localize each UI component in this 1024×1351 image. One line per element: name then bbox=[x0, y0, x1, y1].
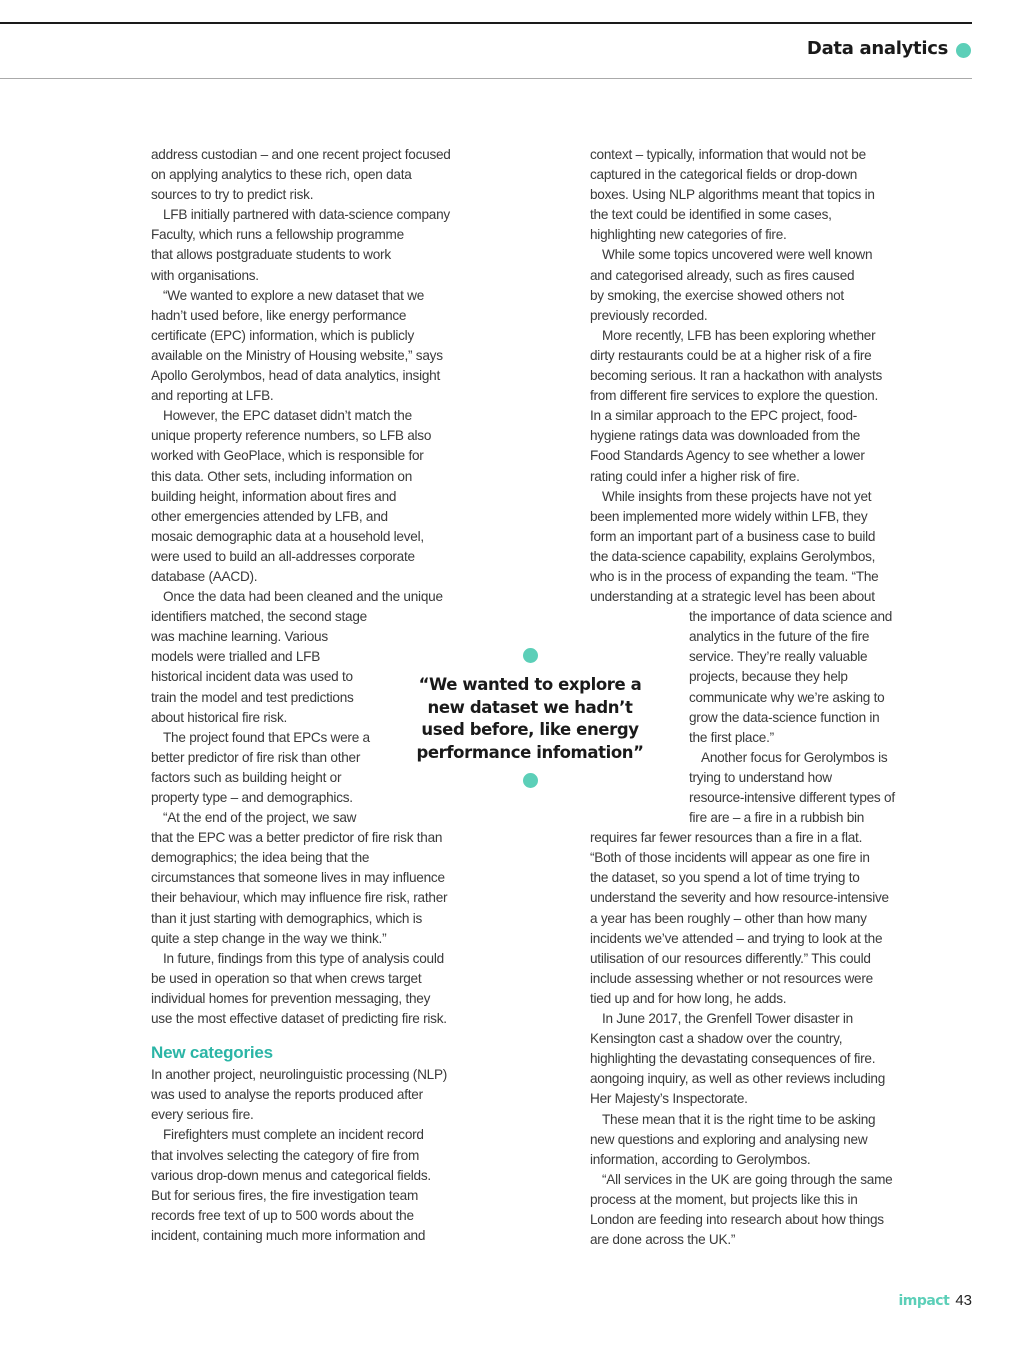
pull-quote-dot-icon bbox=[523, 648, 538, 663]
text-line: understand the severity and how resource-intensive bbox=[590, 890, 889, 906]
text-line: The project found that EPCs were a bbox=[163, 729, 370, 745]
text-line: building height, information about fires and bbox=[151, 488, 397, 504]
text-line: These mean that it is the right time to be asking bbox=[602, 1111, 876, 1127]
text-line: available on the Ministry of Housing website,” says bbox=[151, 347, 443, 363]
text-line: becoming serious. It ran a hackathon with analysts bbox=[590, 368, 883, 384]
text-line: incidents we’ve attended – and trying to look at the bbox=[590, 930, 883, 946]
text-line: records free text of up to 500 words about the bbox=[151, 1207, 414, 1223]
text-line: the data-science capability, explains Gerolymbos, bbox=[590, 548, 876, 564]
header-rule-bottom bbox=[0, 78, 972, 79]
text-line: use the most effective dataset of predicting fire risk. bbox=[151, 1011, 447, 1027]
text-line: this data. Other sets, including information on bbox=[151, 468, 413, 484]
text-line: the text could be identified in some cases, bbox=[590, 207, 832, 223]
section-label: Data analytics bbox=[806, 38, 948, 59]
text-line: requires far fewer resources than a fire in a flat. bbox=[590, 830, 863, 846]
text-line: identifiers matched, the second stage bbox=[151, 609, 367, 625]
text-line: Kensington cast a shadow over the country, bbox=[590, 1031, 843, 1047]
text-line: tied up and for how long, he adds. bbox=[590, 990, 787, 1006]
text-line: “We wanted to explore a new dataset that we bbox=[163, 287, 425, 303]
text-line: certificate (EPC) information, which is publicly bbox=[151, 327, 414, 343]
text-line: been implemented more widely within LFB, they bbox=[590, 508, 868, 524]
text-line: than it just starting with demographics, which is bbox=[151, 910, 423, 926]
text-line: LFB initially partnered with data-science company bbox=[163, 207, 450, 223]
text-line: previously recorded. bbox=[590, 307, 708, 323]
pull-quote-line: used before, like energy bbox=[421, 720, 639, 739]
text-line: that allows postgraduate students to work bbox=[151, 247, 391, 263]
text-line: Faculty, which runs a fellowship programme bbox=[151, 227, 404, 243]
pull-quote-line: “We wanted to explore a bbox=[418, 675, 642, 694]
text-line: sources to try to predict risk. bbox=[151, 187, 314, 203]
text-line: the importance of data science and bbox=[689, 609, 893, 625]
text-line: other emergencies attended by LFB, and bbox=[151, 508, 388, 524]
text-line: “Both of those incidents will appear as one fire in bbox=[590, 850, 870, 866]
pull-quote-line: performance infomation” bbox=[416, 742, 644, 762]
text-line: circumstances that someone lives in may influence bbox=[151, 870, 445, 886]
text-line: that involves selecting the category of fire from bbox=[151, 1147, 420, 1163]
text-line: individual homes for prevention messaging, they bbox=[151, 990, 431, 1006]
text-line: are done across the UK.” bbox=[590, 1232, 736, 1248]
text-line: worked with GeoPlace, which is responsible for bbox=[151, 448, 424, 464]
text-line: were used to build an all-addresses corporate bbox=[151, 548, 415, 564]
text-line: unique property reference numbers, so LFB also bbox=[151, 428, 432, 444]
text-line: was used to analyse the reports produced after bbox=[151, 1087, 423, 1103]
text-line: Her Majesty’s Inspectorate. bbox=[590, 1091, 748, 1107]
text-line: While insights from these projects have not yet bbox=[602, 488, 872, 504]
text-line: While some topics uncovered were well known bbox=[602, 247, 873, 263]
text-line: trying to understand how bbox=[689, 769, 832, 785]
text-line: “At the end of the project, we saw bbox=[163, 810, 357, 826]
text-line: More recently, LFB has been exploring whether bbox=[602, 327, 876, 343]
text-line: grow the data-science function in bbox=[689, 709, 880, 725]
text-line: who is in the process of expanding the team. “The bbox=[590, 568, 879, 584]
text-line: about historical fire risk. bbox=[151, 709, 288, 725]
text-line: and reporting at LFB. bbox=[151, 388, 274, 404]
text-line: dirty restaurants could be at a higher risk of a fire bbox=[590, 347, 872, 363]
text-line: on applying analytics to these rich, open data bbox=[151, 167, 412, 183]
text-line: London are feeding into research about how things bbox=[590, 1211, 884, 1227]
text-line: But for serious fires, the fire investigation team bbox=[151, 1187, 419, 1203]
text-line: the first place.” bbox=[689, 729, 774, 745]
text-line: database (AACD). bbox=[151, 568, 258, 584]
pull-quote-line: new dataset we hadn’t bbox=[427, 697, 633, 717]
left-body-text bbox=[151, 145, 481, 1029]
text-line: a year has been roughly – other than how many bbox=[590, 910, 867, 926]
text-line: highlighting new categories of fire. bbox=[590, 227, 787, 243]
subheading-new-categories: New categories bbox=[151, 1043, 273, 1063]
text-line: However, the EPC dataset didn’t match the bbox=[163, 408, 412, 424]
pull-quote-dot-icon bbox=[523, 773, 538, 788]
pull-quote-text bbox=[405, 674, 655, 764]
section-dot-icon bbox=[956, 43, 971, 58]
text-line: Firefighters must complete an incident record bbox=[163, 1127, 424, 1143]
text-line: the dataset, so you spend a lot of time trying to bbox=[590, 870, 860, 886]
text-line: models were trialled and LFB bbox=[151, 649, 321, 665]
text-line: include assessing whether or not resources were bbox=[590, 970, 873, 986]
text-line: In June 2017, the Grenfell Tower disaster in bbox=[602, 1011, 853, 1027]
text-line: be used in operation so that when crews target bbox=[151, 970, 422, 986]
text-line: service. They’re really valuable bbox=[689, 649, 868, 665]
text-line: “All services in the UK are going through the same bbox=[602, 1171, 893, 1187]
text-line: quite a step change in the way we think.” bbox=[151, 930, 387, 946]
text-line: aongoing inquiry, as well as other reviews including bbox=[590, 1071, 886, 1087]
page-number: 43 bbox=[955, 1292, 972, 1309]
text-line: process at the moment, but projects like this in bbox=[590, 1191, 858, 1207]
text-line: hadn’t used before, like energy performance bbox=[151, 307, 407, 323]
text-line: context – typically, information that would not be bbox=[590, 147, 866, 162]
text-line: Another focus for Gerolymbos is bbox=[701, 749, 888, 765]
text-line: rating could infer a higher risk of fire. bbox=[590, 468, 800, 484]
text-line: and categorised already, such as fires caused bbox=[590, 267, 855, 283]
text-line: factors such as building height or bbox=[151, 769, 342, 785]
text-line: highlighting the devastating consequences of fire. bbox=[590, 1051, 876, 1067]
text-line: hygiene ratings data was downloaded from the bbox=[590, 428, 861, 444]
text-line: In another project, neurolinguistic processing (NLP) bbox=[151, 1067, 448, 1083]
text-line: was machine learning. Various bbox=[151, 629, 328, 645]
text-line: resource-intensive different types of bbox=[689, 790, 895, 805]
text-line: boxes. Using NLP algorithms meant that topics in bbox=[590, 187, 875, 203]
text-line: incident, containing much more information and bbox=[151, 1227, 426, 1243]
text-line: better predictor of fire risk than other bbox=[151, 749, 361, 765]
text-line: information, according to Gerolymbos. bbox=[590, 1151, 811, 1167]
text-line: that the EPC was a better predictor of fire risk than bbox=[151, 830, 443, 846]
magazine-brand-logo: impact bbox=[898, 1293, 950, 1309]
header-rule-top bbox=[0, 22, 972, 24]
pull-quote bbox=[405, 648, 655, 788]
text-line: new questions and exploring and analysing new bbox=[590, 1131, 868, 1147]
text-line: address custodian – and one recent project focused bbox=[151, 147, 451, 162]
left-body-text-continued bbox=[151, 1065, 481, 1246]
text-line: utilisation of our resources differently.” This could bbox=[590, 950, 871, 966]
text-line: by smoking, the exercise showed others not bbox=[590, 287, 844, 303]
text-line: fire are – a fire in a rubbish bin bbox=[689, 810, 865, 826]
text-line: mosaic demographic data at a household level, bbox=[151, 528, 424, 544]
text-line: projects, because they help bbox=[689, 669, 848, 685]
text-line: every serious fire. bbox=[151, 1107, 254, 1123]
text-line: historical incident data was used to bbox=[151, 669, 353, 685]
text-line: Apollo Gerolymbos, head of data analytics, insight bbox=[151, 368, 440, 384]
text-line: from different fire services to explore the question. bbox=[590, 388, 878, 404]
text-line: understanding at a strategic level has been about bbox=[590, 589, 875, 605]
text-line: form an important part of a business case to build bbox=[590, 528, 876, 544]
text-line: their behaviour, which may influence fire risk, rather bbox=[151, 890, 448, 906]
text-line: Once the data had been cleaned and the unique bbox=[163, 589, 443, 605]
text-line: analytics in the future of the fire bbox=[689, 629, 870, 645]
text-line: with organisations. bbox=[151, 267, 259, 283]
text-line: In a similar approach to the EPC project, food- bbox=[590, 408, 858, 424]
text-line: property type – and demographics. bbox=[151, 790, 353, 805]
text-line: communicate why we’re asking to bbox=[689, 689, 885, 705]
text-line: demographics; the idea being that the bbox=[151, 850, 370, 866]
text-line: In future, findings from this type of analysis could bbox=[163, 950, 444, 966]
text-line: train the model and test predictions bbox=[151, 689, 354, 705]
text-line: Food Standards Agency to see whether a lower bbox=[590, 448, 865, 464]
text-line: various drop-down menus and categorical fields. bbox=[151, 1167, 431, 1183]
page-footer bbox=[898, 1292, 972, 1309]
text-line: captured in the categorical fields or drop-down bbox=[590, 167, 858, 183]
